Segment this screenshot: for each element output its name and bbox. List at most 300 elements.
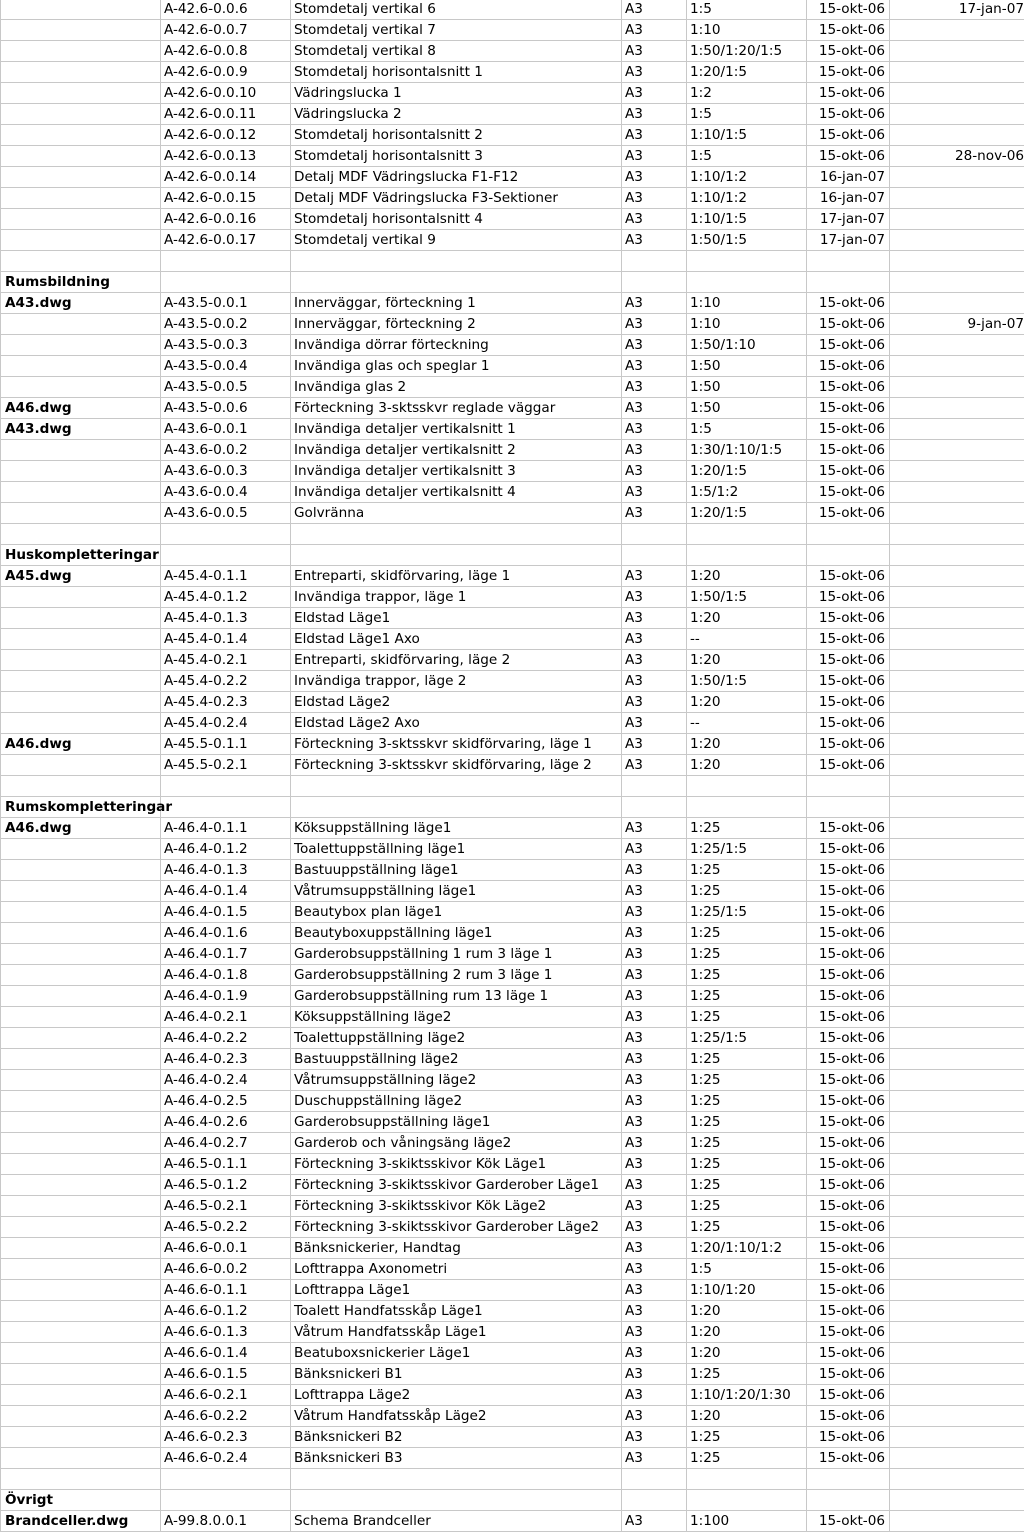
drawing-number-cell[interactable]: A-45.4-0.2.3 (161, 692, 291, 713)
file-cell[interactable] (1, 965, 161, 986)
drawing-title-cell[interactable]: Förteckning 3-sktsskvr skidförvaring, läge 1 (291, 734, 622, 755)
file-cell[interactable] (1, 1154, 161, 1175)
scale-cell[interactable]: 1:5 (687, 0, 807, 20)
revision-cell[interactable] (890, 377, 1024, 398)
table-row[interactable] (1, 83, 1024, 104)
scale-cell[interactable]: 1:50 (687, 377, 807, 398)
drawing-number-cell[interactable]: A-42.6-0.0.13 (161, 146, 291, 167)
scale-cell[interactable]: 1:20 (687, 734, 807, 755)
revision-cell[interactable] (890, 83, 1024, 104)
drawing-title-cell[interactable]: Förteckning 3-skiktsskivor Kök Läge1 (291, 1154, 622, 1175)
format-cell[interactable]: A3 (622, 1364, 687, 1385)
scale-cell[interactable]: 1:10/1:5 (687, 209, 807, 230)
file-cell[interactable] (1, 209, 161, 230)
file-cell[interactable] (1, 755, 161, 776)
scale-cell[interactable]: 1:20 (687, 608, 807, 629)
drawing-title-cell[interactable]: Innerväggar, förteckning 2 (291, 314, 622, 335)
date-cell[interactable]: 15-okt-06 (807, 986, 890, 1007)
drawing-number-cell[interactable]: A-46.4-0.1.8 (161, 965, 291, 986)
file-cell[interactable] (1, 860, 161, 881)
format-cell[interactable]: A3 (622, 713, 687, 734)
date-cell[interactable]: 15-okt-06 (807, 755, 890, 776)
drawing-number-cell[interactable] (161, 1490, 291, 1511)
date-cell[interactable]: 15-okt-06 (807, 62, 890, 83)
scale-cell[interactable]: 1:50/1:10 (687, 335, 807, 356)
table-row[interactable] (1, 104, 1024, 125)
date-cell[interactable] (807, 524, 890, 545)
file-cell[interactable] (1, 503, 161, 524)
revision-cell[interactable] (890, 1007, 1024, 1028)
file-cell[interactable]: A43.dwg (1, 419, 161, 440)
format-cell[interactable]: A3 (622, 671, 687, 692)
file-cell[interactable] (1, 1259, 161, 1280)
drawing-number-cell[interactable]: A-46.6-0.1.1 (161, 1280, 291, 1301)
drawing-title-cell[interactable]: Förteckning 3-skiktsskivor Garderober Läge2 (291, 1217, 622, 1238)
scale-cell[interactable]: 1:20/1:5 (687, 62, 807, 83)
format-cell[interactable]: A3 (622, 923, 687, 944)
table-row[interactable] (1, 398, 1024, 419)
revision-cell[interactable] (890, 524, 1024, 545)
drawing-title-cell[interactable]: Toalettuppställning läge1 (291, 839, 622, 860)
file-cell[interactable] (1, 692, 161, 713)
table-row[interactable] (1, 167, 1024, 188)
table-row[interactable] (1, 923, 1024, 944)
drawing-title-cell[interactable]: Lofttrappa Axonometri (291, 1259, 622, 1280)
scale-cell[interactable]: 1:5 (687, 1259, 807, 1280)
table-row[interactable] (1, 20, 1024, 41)
revision-cell[interactable] (890, 1049, 1024, 1070)
drawing-title-cell[interactable] (291, 545, 622, 566)
date-cell[interactable]: 15-okt-06 (807, 587, 890, 608)
table-row[interactable] (1, 0, 1024, 20)
drawing-title-cell[interactable]: Eldstad Läge2 Axo (291, 713, 622, 734)
revision-cell[interactable] (890, 461, 1024, 482)
table-row[interactable] (1, 1427, 1024, 1448)
revision-cell[interactable] (890, 1112, 1024, 1133)
drawing-number-cell[interactable]: A-46.6-0.1.3 (161, 1322, 291, 1343)
date-cell[interactable]: 15-okt-06 (807, 965, 890, 986)
format-cell[interactable]: A3 (622, 335, 687, 356)
date-cell[interactable]: 15-okt-06 (807, 1112, 890, 1133)
drawing-title-cell[interactable]: Förteckning 3-skiktsskivor Kök Läge2 (291, 1196, 622, 1217)
table-row[interactable] (1, 1406, 1024, 1427)
revision-cell[interactable] (890, 944, 1024, 965)
format-cell[interactable]: A3 (622, 1070, 687, 1091)
date-cell[interactable]: 15-okt-06 (807, 650, 890, 671)
date-cell[interactable]: 15-okt-06 (807, 1322, 890, 1343)
file-cell[interactable] (1, 1070, 161, 1091)
date-cell[interactable]: 15-okt-06 (807, 503, 890, 524)
file-cell[interactable] (1, 1385, 161, 1406)
scale-cell[interactable]: 1:10 (687, 20, 807, 41)
drawing-number-cell[interactable]: A-46.4-0.2.4 (161, 1070, 291, 1091)
drawing-title-cell[interactable]: Golvränna (291, 503, 622, 524)
drawing-title-cell[interactable] (291, 524, 622, 545)
format-cell[interactable] (622, 776, 687, 797)
date-cell[interactable]: 15-okt-06 (807, 335, 890, 356)
table-row[interactable] (1, 335, 1024, 356)
file-cell[interactable] (1, 230, 161, 251)
file-cell[interactable]: A46.dwg (1, 818, 161, 839)
file-cell[interactable] (1, 1448, 161, 1469)
file-cell[interactable] (1, 608, 161, 629)
revision-cell[interactable] (890, 125, 1024, 146)
scale-cell[interactable]: 1:50/1:5 (687, 230, 807, 251)
drawing-number-cell[interactable]: A-42.6-0.0.15 (161, 188, 291, 209)
table-row[interactable] (1, 1070, 1024, 1091)
drawing-number-cell[interactable]: A-46.5-0.2.1 (161, 1196, 291, 1217)
drawing-title-cell[interactable]: Bänksnickeri B1 (291, 1364, 622, 1385)
scale-cell[interactable]: 1:50 (687, 356, 807, 377)
date-cell[interactable]: 15-okt-06 (807, 1385, 890, 1406)
revision-cell[interactable] (890, 1511, 1024, 1532)
file-cell[interactable] (1, 1133, 161, 1154)
file-cell[interactable]: Brandceller.dwg (1, 1511, 161, 1532)
scale-cell[interactable]: 1:10/1:20 (687, 1280, 807, 1301)
date-cell[interactable]: 15-okt-06 (807, 944, 890, 965)
date-cell[interactable]: 15-okt-06 (807, 1238, 890, 1259)
scale-cell[interactable]: 1:50/1:5 (687, 587, 807, 608)
scale-cell[interactable]: 1:25 (687, 986, 807, 1007)
table-row[interactable] (1, 692, 1024, 713)
date-cell[interactable]: 15-okt-06 (807, 1154, 890, 1175)
format-cell[interactable]: A3 (622, 1049, 687, 1070)
format-cell[interactable]: A3 (622, 1091, 687, 1112)
format-cell[interactable]: A3 (622, 293, 687, 314)
date-cell[interactable]: 15-okt-06 (807, 398, 890, 419)
scale-cell[interactable]: 1:25 (687, 818, 807, 839)
revision-cell[interactable] (890, 818, 1024, 839)
date-cell[interactable]: 15-okt-06 (807, 1364, 890, 1385)
date-cell[interactable]: 15-okt-06 (807, 923, 890, 944)
format-cell[interactable]: A3 (622, 1301, 687, 1322)
revision-cell[interactable] (890, 167, 1024, 188)
revision-cell[interactable] (890, 1196, 1024, 1217)
drawing-title-cell[interactable]: Lofttrappa Läge2 (291, 1385, 622, 1406)
section-header-row[interactable] (1, 1490, 1024, 1511)
format-cell[interactable]: A3 (622, 461, 687, 482)
drawing-number-cell[interactable]: A-45.4-0.1.1 (161, 566, 291, 587)
scale-cell[interactable] (687, 272, 807, 293)
table-row[interactable] (1, 377, 1024, 398)
file-cell[interactable] (1, 104, 161, 125)
drawing-number-cell[interactable]: A-43.6-0.0.1 (161, 419, 291, 440)
drawing-title-cell[interactable]: Invändiga glas 2 (291, 377, 622, 398)
file-cell[interactable] (1, 1343, 161, 1364)
drawing-title-cell[interactable]: Bastuuppställning läge2 (291, 1049, 622, 1070)
format-cell[interactable]: A3 (622, 377, 687, 398)
format-cell[interactable]: A3 (622, 314, 687, 335)
file-cell[interactable] (1, 1028, 161, 1049)
scale-cell[interactable]: 1:10 (687, 293, 807, 314)
date-cell[interactable] (807, 545, 890, 566)
scale-cell[interactable]: 1:25 (687, 1427, 807, 1448)
table-row[interactable] (1, 314, 1024, 335)
file-cell[interactable] (1, 1007, 161, 1028)
file-cell[interactable] (1, 188, 161, 209)
drawing-number-cell[interactable]: A-43.5-0.0.6 (161, 398, 291, 419)
table-row[interactable] (1, 608, 1024, 629)
drawing-number-cell[interactable]: A-43.5-0.0.2 (161, 314, 291, 335)
date-cell[interactable]: 15-okt-06 (807, 41, 890, 62)
revision-cell[interactable] (890, 1259, 1024, 1280)
date-cell[interactable]: 15-okt-06 (807, 293, 890, 314)
date-cell[interactable] (807, 1490, 890, 1511)
revision-cell[interactable] (890, 1469, 1024, 1490)
table-row[interactable] (1, 1301, 1024, 1322)
file-cell[interactable] (1, 440, 161, 461)
revision-cell[interactable] (890, 1154, 1024, 1175)
drawing-title-cell[interactable]: Stomdetalj horisontalsnitt 1 (291, 62, 622, 83)
table-row[interactable] (1, 860, 1024, 881)
revision-cell[interactable] (890, 587, 1024, 608)
revision-cell[interactable] (890, 986, 1024, 1007)
section-header-row[interactable] (1, 545, 1024, 566)
drawing-title-cell[interactable] (291, 1490, 622, 1511)
drawing-title-cell[interactable]: Bänksnickeri B3 (291, 1448, 622, 1469)
scale-cell[interactable]: 1:25 (687, 860, 807, 881)
drawing-title-cell[interactable] (291, 776, 622, 797)
format-cell[interactable]: A3 (622, 1322, 687, 1343)
drawing-number-cell[interactable]: A-46.4-0.2.6 (161, 1112, 291, 1133)
format-cell[interactable]: A3 (622, 440, 687, 461)
table-row[interactable] (1, 482, 1024, 503)
format-cell[interactable]: A3 (622, 1427, 687, 1448)
drawing-number-cell[interactable]: A-46.6-0.1.2 (161, 1301, 291, 1322)
drawing-number-cell[interactable]: A-46.5-0.2.2 (161, 1217, 291, 1238)
table-row[interactable] (1, 1196, 1024, 1217)
scale-cell[interactable]: 1:25 (687, 1217, 807, 1238)
table-row[interactable] (1, 881, 1024, 902)
date-cell[interactable]: 15-okt-06 (807, 125, 890, 146)
scale-cell[interactable]: 1:25 (687, 1154, 807, 1175)
scale-cell[interactable] (687, 1469, 807, 1490)
drawing-number-cell[interactable]: A-45.4-0.1.2 (161, 587, 291, 608)
file-cell[interactable] (1, 335, 161, 356)
table-row[interactable] (1, 1469, 1024, 1490)
format-cell[interactable]: A3 (622, 1028, 687, 1049)
date-cell[interactable]: 15-okt-06 (807, 440, 890, 461)
drawing-title-cell[interactable]: Våtrum Handfatsskåp Läge1 (291, 1322, 622, 1343)
date-cell[interactable]: 15-okt-06 (807, 1343, 890, 1364)
drawing-title-cell[interactable]: Bänksnickerier, Handtag (291, 1238, 622, 1259)
revision-cell[interactable] (890, 1301, 1024, 1322)
date-cell[interactable]: 15-okt-06 (807, 1217, 890, 1238)
date-cell[interactable]: 15-okt-06 (807, 146, 890, 167)
scale-cell[interactable]: -- (687, 713, 807, 734)
drawing-number-cell[interactable]: A-46.4-0.1.1 (161, 818, 291, 839)
table-row[interactable] (1, 524, 1024, 545)
drawing-title-cell[interactable]: Eldstad Läge2 (291, 692, 622, 713)
drawing-number-cell[interactable]: A-42.6-0.0.14 (161, 167, 291, 188)
format-cell[interactable]: A3 (622, 1385, 687, 1406)
drawing-number-cell[interactable]: A-45.4-0.2.1 (161, 650, 291, 671)
scale-cell[interactable]: 1:5 (687, 104, 807, 125)
scale-cell[interactable]: 1:30/1:10/1:5 (687, 440, 807, 461)
file-cell[interactable] (1, 839, 161, 860)
date-cell[interactable]: 15-okt-06 (807, 0, 890, 20)
revision-cell[interactable] (890, 1238, 1024, 1259)
table-row[interactable] (1, 293, 1024, 314)
drawing-number-cell[interactable]: A-46.6-0.0.2 (161, 1259, 291, 1280)
format-cell[interactable]: A3 (622, 881, 687, 902)
table-row[interactable] (1, 839, 1024, 860)
format-cell[interactable]: A3 (622, 188, 687, 209)
file-cell[interactable] (1, 1175, 161, 1196)
drawing-title-cell[interactable]: Stomdetalj horisontalsnitt 2 (291, 125, 622, 146)
date-cell[interactable]: 15-okt-06 (807, 1301, 890, 1322)
date-cell[interactable]: 15-okt-06 (807, 608, 890, 629)
drawing-number-cell[interactable]: A-46.4-0.2.3 (161, 1049, 291, 1070)
file-cell[interactable] (1, 1427, 161, 1448)
file-cell[interactable] (1, 629, 161, 650)
revision-cell[interactable] (890, 839, 1024, 860)
scale-cell[interactable]: 1:5/1:2 (687, 482, 807, 503)
format-cell[interactable]: A3 (622, 818, 687, 839)
drawing-title-cell[interactable]: Stomdetalj horisontalsnitt 4 (291, 209, 622, 230)
drawing-title-cell[interactable]: Eldstad Läge1 Axo (291, 629, 622, 650)
file-cell[interactable] (1, 377, 161, 398)
format-cell[interactable] (622, 545, 687, 566)
table-row[interactable] (1, 503, 1024, 524)
file-cell[interactable] (1, 1280, 161, 1301)
section-title[interactable]: Rumskompletteringar (1, 797, 161, 818)
table-row[interactable] (1, 1028, 1024, 1049)
scale-cell[interactable]: 1:20 (687, 1343, 807, 1364)
revision-cell[interactable] (890, 230, 1024, 251)
format-cell[interactable]: A3 (622, 965, 687, 986)
revision-cell[interactable] (890, 545, 1024, 566)
revision-cell[interactable] (890, 1490, 1024, 1511)
format-cell[interactable]: A3 (622, 986, 687, 1007)
drawing-title-cell[interactable]: Våtrumsuppställning läge2 (291, 1070, 622, 1091)
date-cell[interactable]: 15-okt-06 (807, 692, 890, 713)
revision-cell[interactable] (890, 881, 1024, 902)
drawing-number-cell[interactable] (161, 776, 291, 797)
drawing-number-cell[interactable]: A-46.4-0.1.6 (161, 923, 291, 944)
scale-cell[interactable]: 1:25 (687, 1448, 807, 1469)
file-cell[interactable] (1, 0, 161, 20)
date-cell[interactable]: 17-jan-07 (807, 230, 890, 251)
file-cell[interactable] (1, 62, 161, 83)
format-cell[interactable]: A3 (622, 1343, 687, 1364)
file-cell[interactable] (1, 125, 161, 146)
drawing-title-cell[interactable]: Våtrumsuppställning läge1 (291, 881, 622, 902)
table-row[interactable] (1, 1343, 1024, 1364)
file-cell[interactable] (1, 146, 161, 167)
file-cell[interactable] (1, 1322, 161, 1343)
drawing-number-cell[interactable]: A-46.5-0.1.1 (161, 1154, 291, 1175)
scale-cell[interactable]: 1:10/1:5 (687, 125, 807, 146)
format-cell[interactable]: A3 (622, 104, 687, 125)
drawing-number-cell[interactable]: A-46.4-0.1.4 (161, 881, 291, 902)
drawing-number-cell[interactable]: A-45.5-0.1.1 (161, 734, 291, 755)
date-cell[interactable]: 15-okt-06 (807, 1091, 890, 1112)
revision-cell[interactable] (890, 902, 1024, 923)
file-cell[interactable] (1, 1217, 161, 1238)
file-cell[interactable] (1, 1364, 161, 1385)
drawing-number-cell[interactable]: A-42.6-0.0.12 (161, 125, 291, 146)
format-cell[interactable]: A3 (622, 1280, 687, 1301)
table-row[interactable] (1, 629, 1024, 650)
scale-cell[interactable]: 1:20 (687, 755, 807, 776)
drawing-title-cell[interactable]: Toalettuppställning läge2 (291, 1028, 622, 1049)
drawing-title-cell[interactable]: Vädringslucka 1 (291, 83, 622, 104)
revision-cell[interactable] (890, 1070, 1024, 1091)
file-cell[interactable] (1, 986, 161, 1007)
drawing-title-cell[interactable] (291, 1469, 622, 1490)
drawing-title-cell[interactable]: Invändiga trappor, läge 1 (291, 587, 622, 608)
date-cell[interactable]: 15-okt-06 (807, 839, 890, 860)
format-cell[interactable]: A3 (622, 839, 687, 860)
drawing-title-cell[interactable]: Förteckning 3-sktsskvr reglade väggar (291, 398, 622, 419)
revision-cell[interactable] (890, 1028, 1024, 1049)
table-row[interactable] (1, 251, 1024, 272)
date-cell[interactable]: 17-jan-07 (807, 209, 890, 230)
scale-cell[interactable]: 1:25 (687, 1049, 807, 1070)
date-cell[interactable]: 15-okt-06 (807, 20, 890, 41)
date-cell[interactable]: 15-okt-06 (807, 83, 890, 104)
format-cell[interactable]: A3 (622, 1238, 687, 1259)
date-cell[interactable]: 15-okt-06 (807, 734, 890, 755)
file-cell[interactable] (1, 650, 161, 671)
drawing-title-cell[interactable]: Detalj MDF Vädringslucka F1-F12 (291, 167, 622, 188)
date-cell[interactable] (807, 776, 890, 797)
scale-cell[interactable]: 1:25 (687, 1133, 807, 1154)
drawing-number-cell[interactable]: A-42.6-0.0.8 (161, 41, 291, 62)
table-row[interactable] (1, 125, 1024, 146)
date-cell[interactable]: 15-okt-06 (807, 566, 890, 587)
revision-cell[interactable] (890, 482, 1024, 503)
revision-cell[interactable] (890, 188, 1024, 209)
scale-cell[interactable] (687, 524, 807, 545)
section-header-row[interactable] (1, 272, 1024, 293)
revision-cell[interactable] (890, 860, 1024, 881)
scale-cell[interactable]: 1:20 (687, 692, 807, 713)
scale-cell[interactable] (687, 797, 807, 818)
date-cell[interactable]: 15-okt-06 (807, 860, 890, 881)
drawing-title-cell[interactable]: Garderob och våningsäng läge2 (291, 1133, 622, 1154)
revision-cell[interactable] (890, 293, 1024, 314)
date-cell[interactable]: 15-okt-06 (807, 1280, 890, 1301)
drawing-title-cell[interactable]: Entreparti, skidförvaring, läge 2 (291, 650, 622, 671)
file-cell[interactable] (1, 1049, 161, 1070)
revision-cell[interactable]: 9-jan-07 (890, 314, 1024, 335)
scale-cell[interactable]: 1:25 (687, 1175, 807, 1196)
scale-cell[interactable] (687, 251, 807, 272)
table-row[interactable] (1, 1133, 1024, 1154)
date-cell[interactable]: 15-okt-06 (807, 1427, 890, 1448)
revision-cell[interactable] (890, 1322, 1024, 1343)
drawing-title-cell[interactable]: Invändiga detaljer vertikalsnitt 3 (291, 461, 622, 482)
format-cell[interactable] (622, 1490, 687, 1511)
drawing-number-cell[interactable]: A-46.5-0.1.2 (161, 1175, 291, 1196)
drawing-title-cell[interactable]: Invändiga detaljer vertikalsnitt 1 (291, 419, 622, 440)
section-title[interactable]: Övrigt (1, 1490, 161, 1511)
date-cell[interactable] (807, 797, 890, 818)
drawing-title-cell[interactable]: Detalj MDF Vädringslucka F3-Sektioner (291, 188, 622, 209)
scale-cell[interactable] (687, 545, 807, 566)
table-row[interactable] (1, 1448, 1024, 1469)
drawing-number-cell[interactable]: A-42.6-0.0.17 (161, 230, 291, 251)
scale-cell[interactable] (687, 1490, 807, 1511)
table-row[interactable] (1, 1175, 1024, 1196)
format-cell[interactable]: A3 (622, 944, 687, 965)
file-cell[interactable] (1, 776, 161, 797)
file-cell[interactable] (1, 41, 161, 62)
format-cell[interactable] (622, 272, 687, 293)
date-cell[interactable]: 15-okt-06 (807, 104, 890, 125)
